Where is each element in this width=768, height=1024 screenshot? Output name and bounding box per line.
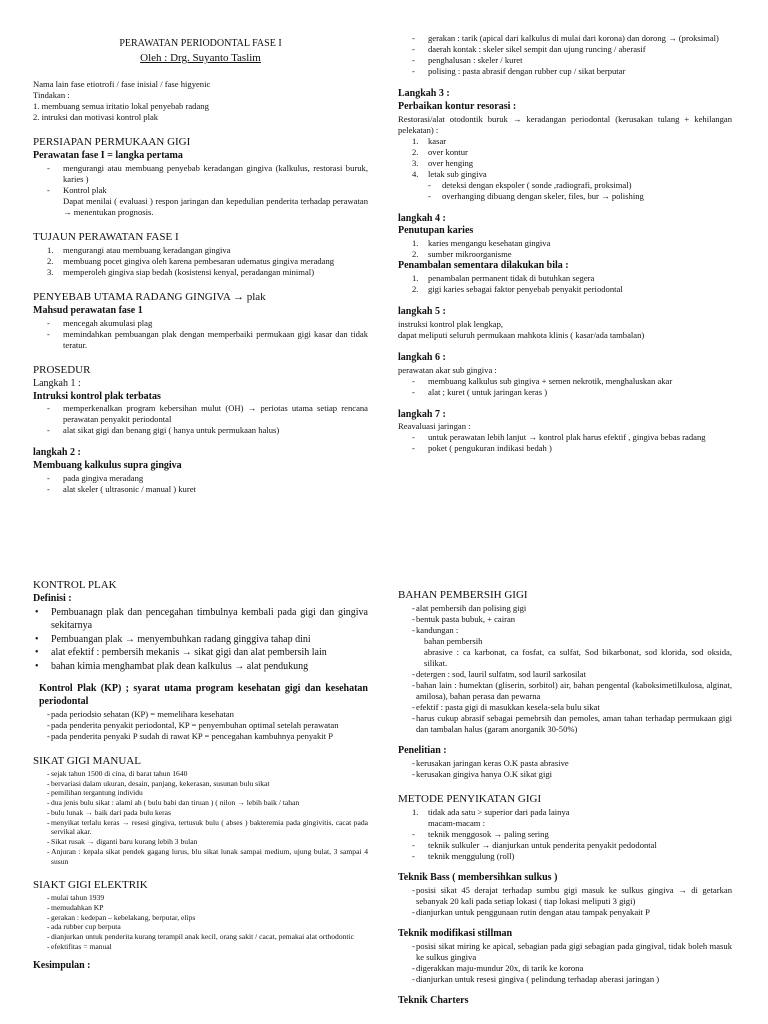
- metode-list: [398, 829, 732, 862]
- list-item: - teknik sulkuler → dianjurkan untuk penderita penyakit pedodontal: [398, 840, 732, 851]
- list-item: - memindahkan pembuangan plak dengan memperbaiki permukaan gigi kasar dan tidak teratur.: [33, 329, 368, 351]
- persiapan-note: Dapat menilai ( evaluasi ) respon jaringan dan kepedulian penderita terhadap perawatan → menentukan prognosis.: [63, 195, 368, 217]
- kandungan-detail: [398, 636, 732, 669]
- step-5-text: instruksi kontrol plak lengkap,: [398, 318, 504, 329]
- section-heading-prosedur: PROSEDUR: [33, 363, 91, 376]
- list-item: - alat ; kuret ( untuk jaringan keras ): [398, 387, 732, 398]
- section-heading-sikat-manual: SIKAT GIGI MANUAL: [33, 754, 141, 767]
- list-item: 3. memperoleh gingiva siap bedah (kosistensi kenyal, peradangan minimal): [47, 266, 315, 277]
- section-heading-tujuan: TUJAUN PERAWATAN FASE I: [33, 230, 179, 243]
- list-item: - pada periodsio sehatan (KP) = memelihara kesehatan: [33, 709, 368, 720]
- list-item: • bahan kimia menghambat plak dean kalkulus → alat pendukung: [33, 660, 368, 674]
- section-heading-kontrol-plak: KONTROL PLAK: [33, 579, 117, 591]
- bass-heading: Teknik Bass ( membersihkan sulkus ): [398, 871, 558, 883]
- list-item: 2. membuang pocet gingiva oleh karena pembesaran udematus gingiva meradang: [47, 255, 335, 266]
- bahan-list: [398, 603, 732, 636]
- list-item: - gerakan : tarik (apical dari kalkulus di mulai dari korona) dan dorong → (proksimal): [398, 33, 732, 44]
- step-2-continued-list: [398, 33, 732, 77]
- list-item: • Pembuangan plak → menyembuhkan radang ginggiva tahap dini: [33, 633, 368, 647]
- step-4-sub-list: [398, 273, 732, 295]
- step-3-title: Perbaikan kontur resorasi :: [398, 100, 517, 112]
- list-item: - pemilihan tergantung individu: [33, 788, 368, 798]
- kandungan-line: abrasive : ca karbonat, ca fosfat, ca sulfat, Sod bikarbonat, sod klorida, sod oksida, silikat.: [424, 647, 732, 669]
- list-item: - bentuk pasta bubuk, + cairan: [398, 614, 732, 625]
- step-3-sub-list: [398, 180, 732, 202]
- document-title: PERAWATAN PERIODONTAL FASE I: [119, 38, 282, 49]
- bahan-list-2: [398, 669, 732, 735]
- list-item: - posisi sikat 45 derajat terhadap sumbu gigi masuk ke sulkus gingiva → di getarkan sebanyak 20 kali pada setiap lokasi ( tiap lokasi meliputi 3 gigi): [398, 885, 732, 907]
- definisi-list: [33, 606, 368, 674]
- list-item: - digerakkan maju-mundur 20x, di tarik ke korona: [398, 963, 732, 974]
- list-item: - sejak tahun 1500 di cina, di barat tahun 1640: [33, 769, 368, 779]
- metode-subtext: macam-macam :: [428, 817, 486, 828]
- list-item: - memperkenalkan program kebersihan mulut (OH) → periotas utama setiap rencana perawatan penyakit periodontal: [33, 403, 368, 425]
- subheading-mahsud: Mahsud perawatan fase 1: [33, 304, 143, 316]
- list-item: - kerusakan gingiva hanya O.K sikat gigi: [398, 769, 732, 780]
- list-item: - mencegah akumulasi plag: [33, 318, 368, 329]
- step-3-label: Langkah 3 :: [398, 88, 450, 99]
- list-item: - memudahkan KP: [33, 903, 368, 913]
- list-item: - polising : pasta abrasif dengan rubber cup / sikat berputar: [398, 66, 732, 77]
- list-item: - bahan lain : humektan (gliserin, sorbitol) air, bahan pengental (kaboksimetilkulosa, alginat, amilosa), bahan perasa dan pewarna: [398, 680, 732, 702]
- list-item: - Kontrol plak: [33, 185, 368, 196]
- list-item: - alat sikat gigi dan benang gigi ( hanya untuk permukaan halus): [33, 425, 368, 436]
- list-item: - poket ( pengukuran indikasi bedah ): [398, 443, 732, 454]
- list-item: 1. kasar: [412, 135, 447, 146]
- list-item: - mulai tahun 1939: [33, 893, 368, 903]
- step-2-list: [33, 473, 368, 495]
- penelitian-label: Penelitian :: [398, 745, 447, 757]
- list-item: - alat skeler ( ultrasonic / manual ) kuret: [33, 484, 368, 495]
- step-3-text: Restorasi/alat otodontik buruk → keradangan periodontal (kerusakan tulang + kehilangan pelekatan) :: [398, 113, 732, 135]
- step-6-text: perawatan akar sub gingiva :: [398, 364, 497, 375]
- intro-line: Tindakan :: [33, 89, 70, 100]
- step-5-text: dapat meliputi seluruh permukaan mahkota klinis ( kasar/ada tambalan): [398, 329, 645, 340]
- list-item: - teknik menggulung (roll): [398, 851, 732, 862]
- list-item: 2. sumber mikroorganisme: [412, 249, 512, 260]
- penelitian-list: [398, 758, 732, 780]
- list-item: - pada gingiva meradang: [33, 473, 368, 484]
- list-item: - membuang kalkulus sub gingiva + semen nekrotik, menghaluskan akar: [398, 376, 732, 387]
- step-7-label: langkah 7 :: [398, 408, 446, 420]
- top-right-column: [398, 33, 732, 454]
- list-item: - kandungan :: [398, 625, 732, 636]
- list-item: 2. over kontur: [412, 146, 468, 157]
- kandungan-line: bahan pembersih: [424, 636, 483, 647]
- step-7-list: [398, 432, 732, 454]
- step-7-text: Reavaluasi jaringan :: [398, 421, 471, 432]
- list-item: - posisi sikat miring ke apical, sebagian pada gigi sebagian pada gingival, tidak boleh masuk ke sulkus gingiva: [398, 941, 732, 963]
- section-heading-penyebab: PENYEBAB UTAMA RADANG GINGIVA → plak: [33, 290, 266, 303]
- stillman-list: [398, 941, 732, 985]
- list-item: - dua jenis bulu sikat : alami ah ( bulu babi dan tiruan ) ( nilon → lebih baik / tahan: [33, 798, 368, 808]
- list-item: - kerusakan jaringan keras O.K pasta abrasive: [398, 758, 732, 769]
- step-5-label: langkah 5 :: [398, 305, 446, 317]
- list-item: - penghalusan : skeler / kuret: [398, 55, 732, 66]
- list-item: - menyikat terlalu keras → resesi gingiva, tertusuk bulu ( abses ) bakteremia pada gingivitis, cacat pada servikal akar.: [33, 818, 368, 837]
- list-item: - Anjuran : kepala sikat pendek gagang lurus, blu sikat lunak sampai medium, ujung bulat, 3 sampai 4 susun: [33, 847, 368, 866]
- section-heading-persiapan: PERSIAPAN PERMUKAAN GIGI: [33, 135, 191, 148]
- document-author: Oleh : Drg. Suyanto Taslim: [140, 51, 261, 64]
- list-item: - bulu lunak → baik dari pada bulu keras: [33, 808, 368, 818]
- step-2-label: langkah 2 :: [33, 447, 81, 459]
- bottom-left-column: [33, 578, 368, 972]
- step-2-title: Membuang kalkulus supra gingiva: [33, 460, 182, 472]
- intro-block: [33, 79, 368, 123]
- list-item: - dianjurkan untuk penggunaan rutin dengan atau tampak penyakait P: [398, 907, 732, 918]
- intro-line: 1. membuang semua iritatio lokal penyebab radang: [33, 100, 209, 111]
- definisi-label: Definisi :: [33, 593, 72, 605]
- top-left-column: [33, 38, 368, 495]
- list-item: - pada penderita penyakit periodontal, KP = penyembuhan optimal setelah perawatan: [33, 720, 368, 731]
- list-item: - dianjurkan untuk resesi gingiva ( pelindung terhadap aberasi jaringan ): [398, 974, 732, 985]
- page-bottom: [0, 568, 768, 1024]
- list-item: 3. over henging: [412, 157, 474, 168]
- list-item: - gerakan : kedepan – kebelakang, berputar, elips: [33, 913, 368, 923]
- list-item: - ada rubber cup berputa: [33, 922, 368, 932]
- list-item: - efektif : pasta gigi di masukkan kesela-sela bulu sikat: [398, 702, 732, 713]
- intro-line: Nama lain fase etiotrofi / fase inisial / fase higyenic: [33, 78, 211, 89]
- elektrik-list: [33, 893, 368, 951]
- step-6-list: [398, 376, 732, 398]
- list-item: - daerah kontak : skeler sikel sempit dan ujung runcing / aberasif: [398, 44, 732, 55]
- manual-list: [33, 769, 368, 866]
- list-item: • alat efektif : pembersih mekanis → sikat gigi dan alat pembersih lain: [33, 646, 368, 660]
- list-item: - pada penderita penyaki P sudah di rawat KP = pencegahan kambuhnya penyakit P: [33, 731, 368, 742]
- step-1-list: [33, 403, 368, 436]
- list-item: - bervariasi dalam ukuran, desain, panjang, kekerasan, susunan bulu sikat: [33, 779, 368, 789]
- section-heading-metode: METODE PENYIKATAN GIGI: [398, 792, 542, 805]
- list-item: - alat pembersih dan polising gigi: [398, 603, 732, 614]
- penyebab-list: [33, 318, 368, 351]
- list-item: 1. penambalan permanent tidak di butuhkan segera: [412, 272, 595, 283]
- step-4-label: langkah 4 :: [398, 212, 446, 224]
- list-item: - harus cukup abrasif sebagai pemebrsih dan pemoles, aman tahan terhadap permukaan gigi dan tambalan halus (garam anorganik 30-50%): [398, 713, 732, 735]
- list-item: 1. karies mengangu kesehatan gingiva: [412, 238, 551, 249]
- list-item: - overhanging dibuang dengan skeler, files, bur → polishing: [398, 191, 732, 202]
- list-item: 1. mengurangi atau membuang keradangan gingiva: [47, 244, 231, 255]
- list-item: - efektifitas = manual: [33, 942, 368, 952]
- step-4-title: Penutupan karies: [398, 225, 474, 237]
- list-item: - teknik menggosok → paling sering: [398, 829, 732, 840]
- stillman-heading: Teknik modifikasi stillman: [398, 927, 513, 939]
- subheading-perawatan-fase: Perawatan fase I = langka pertama: [33, 149, 183, 161]
- kp-heading: Kontrol Plak (KP) ; syarat utama program kesehatan gigi dan kesehatan periodontal: [39, 683, 368, 708]
- section-heading-sikat-elektrik: SIAKT GIGI ELEKTRIK: [33, 879, 148, 892]
- kp-list: [33, 709, 368, 742]
- list-item: 4. letak sub gingiva: [412, 168, 487, 179]
- step-4-subheading: Penambalan sementara dilakukan bila :: [398, 260, 569, 272]
- list-item: • Pembuanagn plak dan pencegahan timbulnya kembali pada gigi dan gingiva sekitarnya: [33, 606, 368, 633]
- step-3-list: [398, 136, 732, 180]
- persiapan-list: [33, 163, 368, 196]
- list-item: - deteksi dengan ekspoler ( sonde ,radiografi, proksimal): [398, 180, 732, 191]
- list-item: - dianjurkan untuk penderita kurang terampil anak kecil, orang sakit / cacat, pemakai alat orthodontic: [33, 932, 368, 942]
- intro-line: 2. intruksi dan motivasi kontrol plak: [33, 111, 159, 122]
- step-4-list: [398, 238, 732, 260]
- section-heading-bahan-pembersih: BAHAN PEMBERSIH GIGI: [398, 589, 528, 601]
- step-1-title: Intruksi kontrol plak terbatas: [33, 390, 161, 402]
- kesimpulan-label: Kesimpulan :: [33, 959, 91, 971]
- list-item: - mengurangi atau membuang penyebab keradangan gingiva (kalkulus, restorasi buruk, karies ): [33, 163, 368, 185]
- bottom-right-column: [398, 588, 732, 1007]
- list-item: - untuk perawatan lebih lanjut → kontrol plak harus efektif , gingiva bebas radang: [398, 432, 732, 443]
- step-1-label: Langkah 1 :: [33, 377, 81, 389]
- metode-num-list: [398, 807, 732, 818]
- list-item: 2. gigi karies sebagai faktor penyebab penyakit periodontal: [412, 283, 623, 294]
- charters-heading: Teknik Charters: [398, 994, 469, 1006]
- list-item: 1. tidak ada satu > superior dari pada lainya: [412, 806, 570, 817]
- list-item: - Sikat rusak → diganti baru kurang lebih 3 bulan: [33, 837, 368, 847]
- bass-list: [398, 885, 732, 918]
- list-item: - detergen : sod, lauril sulfatm, sod lauril sarkosilat: [398, 669, 732, 680]
- tujuan-list: [33, 245, 368, 278]
- step-6-label: langkah 6 :: [398, 351, 446, 363]
